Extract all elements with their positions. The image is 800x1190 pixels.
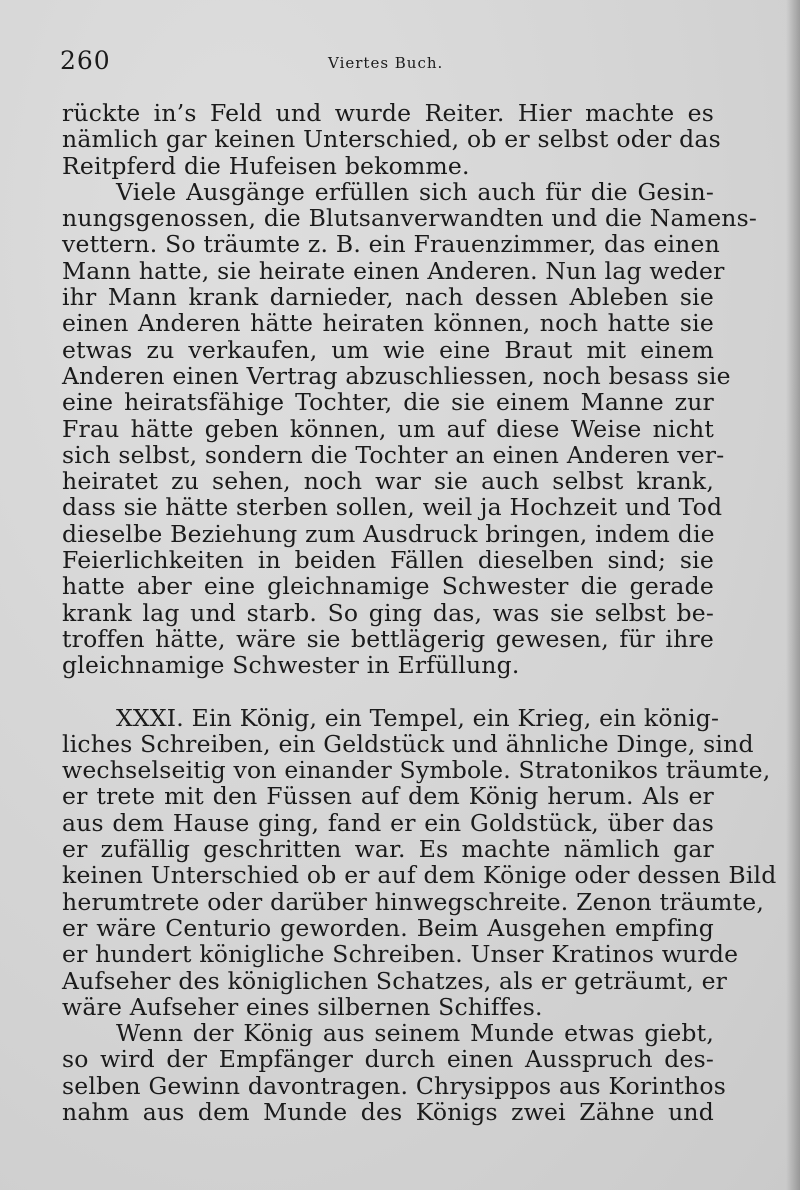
text-line: aus dem Hause ging, fand er ein Goldstück, über das <box>62 808 714 837</box>
text-line: er hundert königliche Schreiben. Unser Kratinos wurde <box>62 940 739 969</box>
text-line: gleichnamige Schwester in Erfüllung. <box>62 651 520 680</box>
page-edge-shadow <box>786 0 800 1190</box>
text-line: nämlich gar keinen Unterschied, ob er selbst oder das <box>62 125 721 154</box>
text-line: Mann hatte, sie heirate einen Anderen. Nun lag weder <box>62 256 725 285</box>
text-line: er trete mit den Füssen auf dem König herum. Als er <box>62 782 714 811</box>
text-line: vettern. So träumte z. B. ein Frauenzimmer, das einen <box>62 230 720 259</box>
text-line: Frau hätte geben können, um auf diese Weise nicht <box>62 414 714 443</box>
text-line: er zufällig geschritten war. Es machte nämlich gar <box>62 835 714 864</box>
text-line: einen Anderen hätte heiraten können, noch hatte sie <box>62 309 714 338</box>
text-line: er wäre Centurio geworden. Beim Ausgehen empfing <box>62 913 714 942</box>
text-line: so wird der Empfänger durch einen Ausspruch des- <box>62 1045 714 1074</box>
text-line: ihr Mann krank darnieder, nach dessen Ableben sie <box>62 283 714 312</box>
page-number: 260 <box>60 46 111 75</box>
text-line: nahm aus dem Munde des Königs zwei Zähne und <box>62 1097 714 1126</box>
text-line: wäre Aufseher eines silbernen Schiffes. <box>62 992 543 1021</box>
paragraph <box>62 1019 727 1126</box>
paragraph <box>62 703 777 1021</box>
text-line: Feierlichkeiten in beiden Fällen dieselben sind; sie <box>62 546 714 575</box>
text-line: Reitpferd die Hufeisen bekomme. <box>62 151 470 180</box>
running-header <box>60 46 720 80</box>
text-line: herumtrete oder darüber hinwegschreite. Zenon träumte, <box>62 887 764 916</box>
paragraph-gap <box>62 679 714 705</box>
text-line: dieselbe Beziehung zum Ausdruck bringen, indem die <box>62 519 715 548</box>
text-line: dass sie hätte sterben sollen, weil ja Hochzeit und Tod <box>62 493 723 522</box>
text-line: eine heiratsfähige Tochter, die sie einem Manne zur <box>62 388 714 417</box>
text-line: krank lag und starb. So ging das, was sie selbst be- <box>62 598 714 627</box>
paragraph <box>62 99 721 180</box>
header-title: Viertes Buch. <box>328 54 444 72</box>
body-text <box>62 99 777 1126</box>
text-line: wechselseitig von einander Symbole. Stratonikos träumte, <box>62 756 771 785</box>
text-line: XXXI. Ein König, ein Tempel, ein Krieg, ein könig- <box>116 703 720 732</box>
paragraph <box>62 177 758 680</box>
text-line: Aufseher des königlichen Schatzes, als er geträumt, er <box>62 966 728 995</box>
text-line: sich selbst, sondern die Tochter an einen Anderen ver- <box>62 440 725 469</box>
text-line: keinen Unterschied ob er auf dem Könige oder dessen Bild <box>62 861 777 890</box>
text-line: heiratet zu sehen, noch war sie auch selbst krank, <box>62 467 714 496</box>
text-line: nungsgenossen, die Blutsanverwandten und die Namens- <box>62 204 758 233</box>
text-line: selben Gewinn davontragen. Chrysippos aus Korinthos <box>62 1071 727 1100</box>
text-line: Wenn der König aus seinem Munde etwas giebt, <box>116 1019 714 1048</box>
text-line: liches Schreiben, ein Geldstück und ähnliche Dinge, sind <box>62 729 754 758</box>
text-line: Viele Ausgänge erfüllen sich auch für die Gesin- <box>116 177 714 206</box>
text-line: etwas zu verkaufen, um wie eine Braut mit einem <box>62 335 714 364</box>
text-line: hatte aber eine gleichnamige Schwester die gerade <box>62 572 714 601</box>
text-line: rückte in’s Feld und wurde Reiter. Hier machte es <box>62 99 714 127</box>
text-line: Anderen einen Vertrag abzuschliessen, noch besass sie <box>62 361 731 390</box>
text-line: troffen hätte, wäre sie bettlägerig gewesen, für ihre <box>62 624 714 653</box>
